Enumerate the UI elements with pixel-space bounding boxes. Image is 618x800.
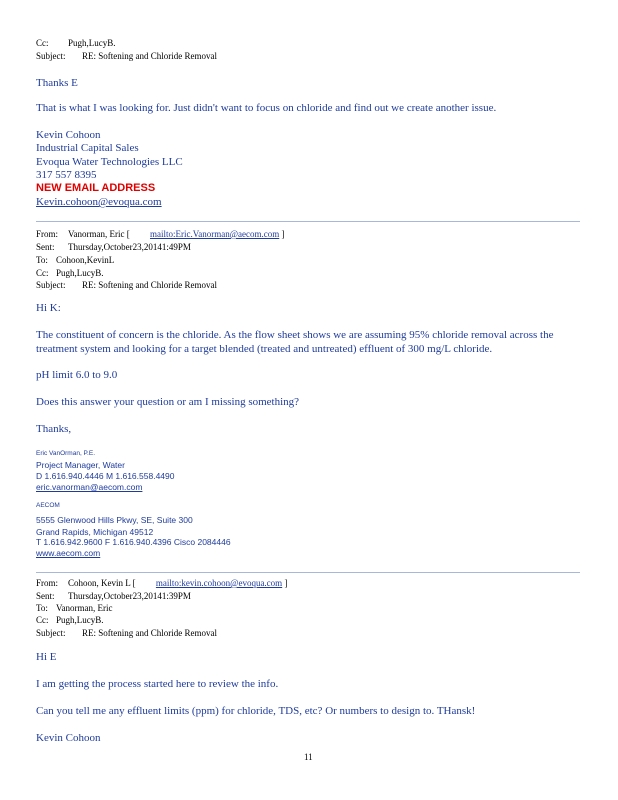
cc-value: Pugh,LucyB. xyxy=(68,38,116,48)
sig-email-2[interactable]: eric.vanorman@aecom.com xyxy=(36,482,143,492)
cc-label: Cc: xyxy=(36,615,49,625)
to-label: To: xyxy=(36,603,48,613)
subject-value: RE: Softening and Chloride Removal xyxy=(82,51,217,61)
separator-1 xyxy=(36,221,580,222)
cc-label: Cc: xyxy=(36,38,49,48)
sig-name-2: Eric VanOrman, P.E. xyxy=(36,450,96,457)
separator-2 xyxy=(36,572,580,573)
greeting-3: Hi E xyxy=(36,651,57,663)
sig-name-3: Kevin Cohoon xyxy=(36,732,101,744)
sent-line-2 xyxy=(36,242,191,252)
to-label: To: xyxy=(36,255,48,265)
sig-phone-2: D 1.616.940.4446 M 1.616.558.4490 xyxy=(36,471,175,481)
cc-line-3 xyxy=(36,615,104,625)
cc-value: Pugh,LucyB. xyxy=(56,615,104,625)
from-line-3 xyxy=(36,578,287,588)
sig-title-2: Project Manager, Water xyxy=(36,460,125,470)
from-close: ] xyxy=(284,578,288,588)
subject-line-2 xyxy=(36,280,217,290)
body-1: That is what I was looking for. Just didn't want to focus on chloride and find out we create another issue. xyxy=(36,102,497,114)
body-3-line2: Can you tell me any effluent limits (ppm) for chloride, TDS, etc? Or numbers to design to. THansk! xyxy=(36,705,476,717)
subject-value: RE: Softening and Chloride Removal xyxy=(82,628,217,638)
to-value: Vanorman, Eric xyxy=(56,603,113,613)
question: Does this answer your question or am I missing something? xyxy=(36,396,300,408)
to-line-3 xyxy=(36,603,112,613)
subject-label: Subject: xyxy=(36,280,66,290)
subject-label: Subject: xyxy=(36,51,66,61)
cc-value: Pugh,LucyB. xyxy=(56,268,104,278)
subject-label: Subject: xyxy=(36,628,66,638)
from-name: Vanorman, Eric [ xyxy=(68,229,130,239)
greeting-2: Hi K: xyxy=(36,302,61,314)
address-line-3: T 1.616.942.9600 F 1.616.940.4396 Cisco 2084446 xyxy=(36,537,231,547)
mailto-link-3[interactable]: mailto:kevin.cohoon@evoqua.com xyxy=(155,578,283,588)
sig-name-1: Kevin Cohoon xyxy=(36,129,101,141)
mailto-link-2[interactable]: mailto:Eric.Vanorman@aecom.com xyxy=(149,229,280,239)
sent-label: Sent: xyxy=(36,591,55,601)
sent-line-3 xyxy=(36,591,191,601)
sig-phone-1: 317 557 8395 xyxy=(36,169,97,181)
subject-line-1 xyxy=(36,51,217,61)
from-label: From: xyxy=(36,578,59,588)
sig-title-1: Industrial Capital Sales xyxy=(36,142,139,154)
from-close: ] xyxy=(281,229,285,239)
greeting-1: Thanks E xyxy=(36,77,78,89)
sent-value: Thursday,October23,20141:49PM xyxy=(68,242,191,252)
to-value: Cohoon,KevinL xyxy=(56,255,115,265)
from-line-2 xyxy=(36,229,284,239)
sent-value: Thursday,October23,20141:39PM xyxy=(68,591,191,601)
sent-label: Sent: xyxy=(36,242,55,252)
new-address-banner: NEW EMAIL ADDRESS xyxy=(36,182,156,194)
cc-line-2 xyxy=(36,268,104,278)
sig-company-1: Evoqua Water Technologies LLC xyxy=(36,156,183,168)
body-3-line1: I am getting the process started here to review the info. xyxy=(36,678,279,690)
email-link-1[interactable]: Kevin.cohoon@evoqua.com xyxy=(36,196,162,208)
company-name: AECOM xyxy=(36,502,60,509)
cc-label: Cc: xyxy=(36,268,49,278)
from-label: From: xyxy=(36,229,59,239)
para1-line2: treatment system and looking for a target blended (treated and untreated) effluent of 300 mg/L chloride. xyxy=(36,343,493,355)
cc-line-1 xyxy=(36,38,116,48)
address-line-1: 5555 Glenwood Hills Pkwy, SE, Suite 300 xyxy=(36,515,193,525)
to-line-2 xyxy=(36,255,114,265)
subject-value: RE: Softening and Chloride Removal xyxy=(82,280,217,290)
subject-line-3 xyxy=(36,628,217,638)
from-name: Cohoon, Kevin L [ xyxy=(68,578,136,588)
para1-line1: The constituent of concern is the chloride. As the flow sheet shows we are assuming 95% chloride removal across the xyxy=(36,329,554,341)
web-link[interactable]: www.aecom.com xyxy=(36,548,101,558)
page-number: 11 xyxy=(304,752,313,762)
thanks: Thanks, xyxy=(36,423,72,435)
ph-limit: pH limit 6.0 to 9.0 xyxy=(36,369,118,381)
address-line-2: Grand Rapids, Michigan 49512 xyxy=(36,527,154,537)
